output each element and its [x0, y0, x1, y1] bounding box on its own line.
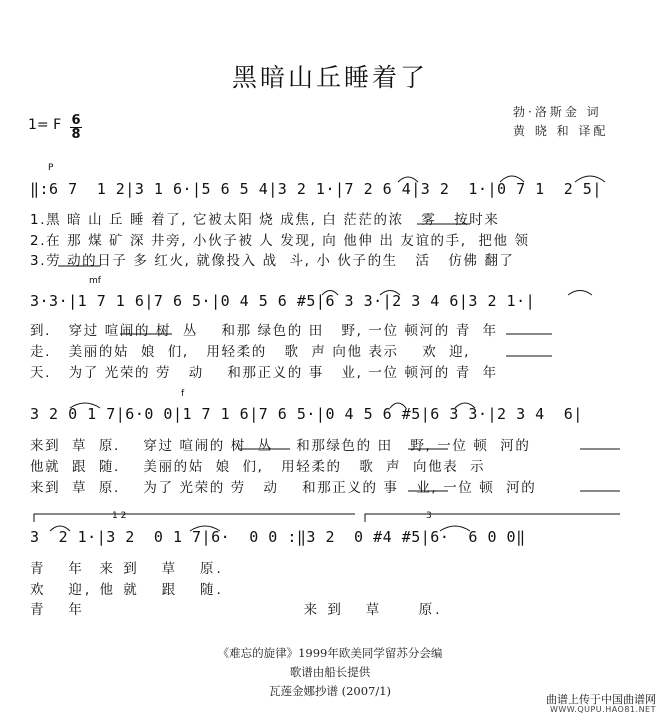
dynamic-p: P [48, 163, 54, 173]
tie-12 [440, 526, 470, 531]
time-signature-top: 6 [71, 113, 81, 128]
system-3-lyric-3: 来到 草 原. 为了 光荣的 劳 动 和那正义的 事 业, 一位 顿 河的 [30, 480, 537, 496]
tie-11 [190, 526, 220, 531]
system-2-notes: 3·3·|1 7 1 6|7 6 5·|0 4 5 6 #5|6 3 3·|2 3 4 6|3 2 1·| [30, 292, 536, 310]
tie-4 [322, 291, 338, 296]
tie-2 [500, 176, 524, 182]
system-1-lyric-2: 2.在 那 煤 矿 深 井旁, 小伙子被 人 发现, 向 他伸 出 友谊的手, 把他 领 [30, 233, 530, 249]
system-1-lyric-3: 3.劳 动的日子 多 红火, 就像投入 战 斗, 小 伙子的生 活 仿佛 翻了 [30, 253, 515, 269]
tie-5 [380, 291, 400, 296]
footer-provider: 歌谱由船长提供 [289, 665, 371, 679]
time-signature-bottom: 8 [71, 127, 81, 142]
volta-bracket-2 [365, 514, 620, 522]
system-1-notes: ‖:6 7 1 2|3 1 6·|5 6 5 4|3 2 1·|7 2 6 4|3 2 1·|0 7 1 2 5| [30, 180, 602, 198]
system-2-lyric-1: 到. 穿过 喧闹的 树 丛 和那 绿色的 田 野, 一位 顿河的 青 年 [30, 323, 498, 339]
system-3-lyric-1: 来到 草 原. 穿过 喧闹的 树 丛 和那绿色的 田 野, 一位 顿 河的 [30, 438, 531, 454]
tie-10 [50, 526, 70, 531]
watermark-url: WWW.QUPU.HAO81.NET [549, 705, 656, 714]
system-4-lyric-2: 欢 迎, 他 就 跟 随. [30, 582, 224, 598]
tie-7 [70, 403, 100, 408]
footer-source: 《难忘的旋律》1999年欧美同学留苏分会编 [217, 646, 443, 660]
translator-credit: 黄 晓 和 译配 [513, 124, 609, 138]
volta-bracket-1 [34, 514, 355, 522]
watermark-text: 曲谱上传于中国曲谱网 [546, 693, 656, 706]
tie-9 [455, 403, 475, 408]
song-title: 黑暗山丘睡着了 [231, 63, 428, 92]
tie-8 [390, 403, 406, 408]
volta-1-2-label: 1 2 [112, 511, 127, 521]
dynamic-f: f [181, 389, 185, 399]
lyricist-credit: 勃·洛斯金 词 [513, 105, 602, 119]
system-2-lyric-2: 走. 美丽的姑 娘 们, 用轻柔的 歌 声 向他 表示 欢 迎, [30, 344, 471, 360]
volta-3-label: 3 [426, 511, 432, 521]
tie-1 [398, 177, 418, 182]
system-4-notes: 3 2 1·|3 2 0 1 7|6· 0 0 :‖3 2 0 #4 #5|6· 6 0 0‖ [30, 528, 526, 546]
tie-6 [568, 291, 592, 296]
system-3-lyric-2: 他就 跟 随. 美丽的姑 娘 们, 用轻柔的 歌 声 向他表 示 [30, 459, 486, 475]
footer-copyist: 瓦莲金娜抄谱 (2007/1) [268, 684, 392, 698]
system-1-lyric-1: 1.黑 暗 山 丘 睡 着了, 它被太阳 烧 成焦, 白 茫茫的浓 雾 按时来 [30, 212, 500, 228]
system-2-lyric-3: 天. 为了 光荣的 劳 动 和那正义的 事 业, 一位 顿河的 青 年 [30, 365, 498, 381]
dynamic-mf: mf [89, 276, 101, 286]
system-4-lyric-1: 青 年 来 到 草 原. [30, 561, 224, 577]
tie-3 [575, 176, 605, 182]
system-4-lyric-3: 青 年 来 到 草 原. [30, 602, 443, 618]
key-signature: 1= F [28, 117, 62, 133]
system-3-notes: 3 2 0 1 7|6·0 0|1 7 1 6|7 6 5·|0 4 5 6 #5|6 3 3·|2 3 4 6| [30, 405, 583, 423]
